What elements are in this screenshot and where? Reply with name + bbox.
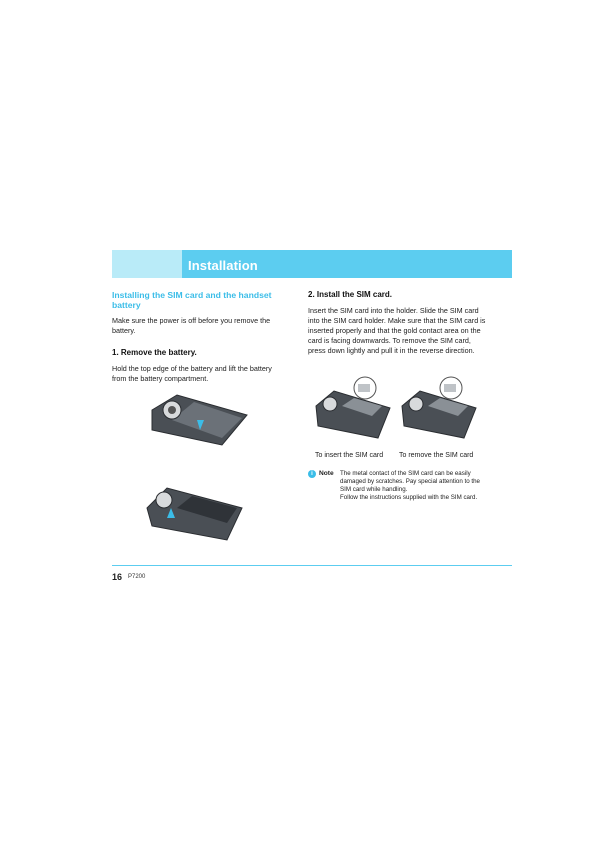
info-icon: i (308, 470, 316, 478)
header-left-block (112, 250, 182, 278)
sim-card-icon (358, 384, 370, 392)
page-title: Installation (188, 258, 258, 273)
camera-lens-center-icon (168, 406, 176, 414)
step1-title: 1. Remove the battery. (112, 348, 197, 357)
sim-card-icon (444, 384, 456, 392)
step2-title: 2. Install the SIM card. (308, 290, 393, 299)
page-number: 16 (112, 572, 123, 582)
camera-lens-icon (409, 397, 423, 411)
battery-removal-illustration-2 (142, 478, 252, 546)
caption-insert: To insert the SIM card (315, 452, 384, 459)
footer-divider (112, 565, 512, 566)
battery-removal-illustration-1 (142, 390, 252, 458)
note-text (340, 470, 485, 502)
intro-text: Make sure the power is off before you remove the battery. (112, 316, 271, 335)
camera-lens-icon (156, 492, 172, 508)
note-text-line2: Follow the instructions supplied with the SIM card. (340, 494, 478, 501)
step1-text: Hold the top edge of the battery and lift the battery from the battery compartment. (112, 364, 272, 383)
step2-text: Insert the SIM card into the holder. Slide the SIM card into the SIM card holder. Make sure that the SIM card is inserted properly and that the gold contact area on the card is facing downwards. To remove the SIM card, press down lightly and pull it in the reverse direction. (308, 306, 486, 355)
camera-lens-icon (323, 397, 337, 411)
note-label: Note (319, 470, 334, 477)
section-title: Installing the SIM card and the handset battery (112, 290, 272, 310)
model-name: P7200 (128, 574, 146, 580)
sim-remove-illustration (398, 376, 480, 442)
sim-insert-illustration (312, 376, 394, 442)
caption-remove: To remove the SIM card (399, 452, 474, 459)
note-text-line1: The metal contact of the SIM card can be easily damaged by scratches. Pay special attention to the SIM card while handling. (340, 470, 480, 493)
left-column (112, 290, 282, 396)
right-column (308, 290, 488, 368)
